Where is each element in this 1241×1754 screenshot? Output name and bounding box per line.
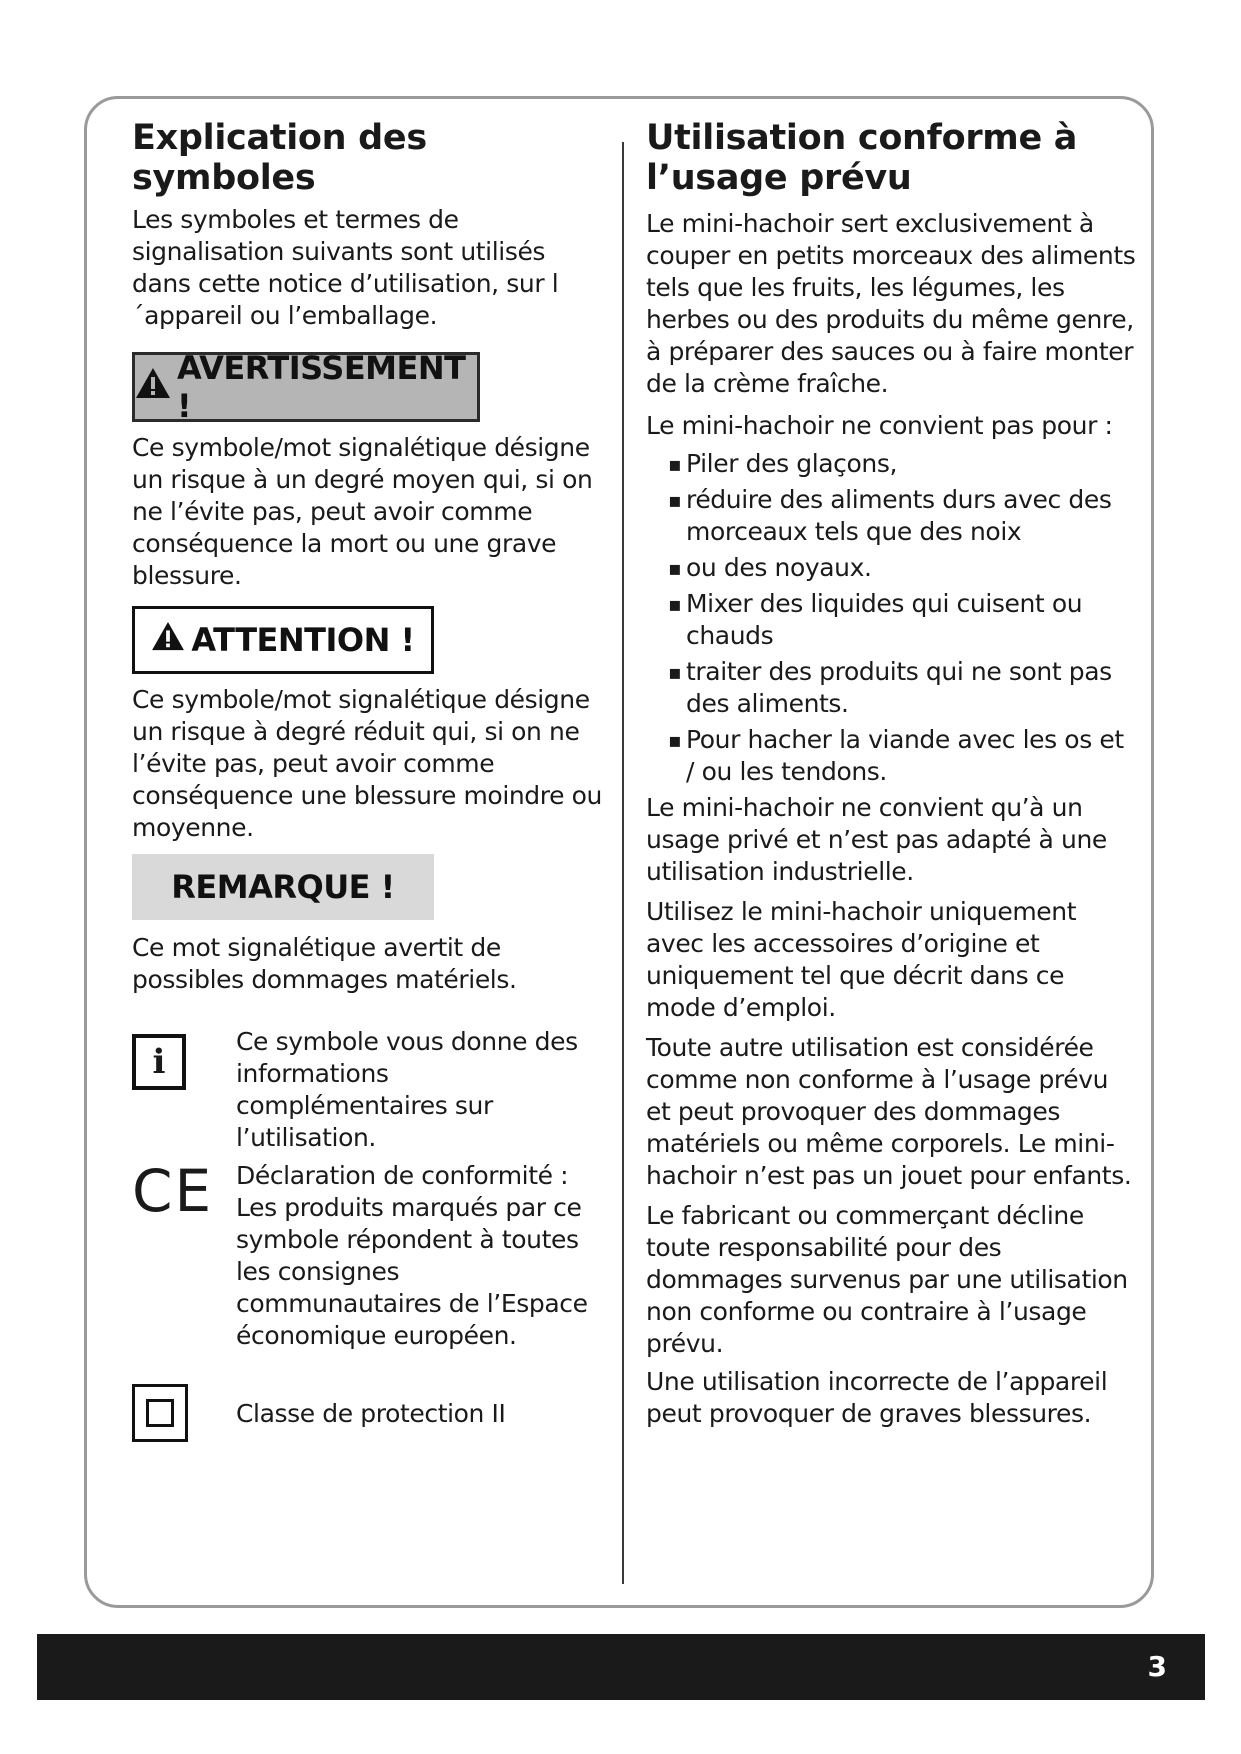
- attention-label: ATTENTION !: [191, 621, 415, 659]
- column-divider: [622, 142, 624, 1584]
- right-column: [646, 118, 1136, 1430]
- intended-use-paragraph: Le mini-hachoir sert exclusivement à couper en petits morceaux des aliments tels que les fruits, les légumes, les herbes ou des produits du même genre, à préparer des sauces ou à faire monter de la crème fraîche.: [646, 209, 1136, 398]
- misuse-paragraph: Toute autre utilisation est considérée comme non conforme à l’usage prévu et peut provoquer des dommages matériels ou même corporels. Le mini-hachoir n’est pas un jouet pour enfants.: [646, 1033, 1132, 1190]
- info-symbol-text: Ce symbole vous donne des informations complémentaires sur l’utilisation.: [236, 1027, 578, 1152]
- list-item: ▪ réduire des aliments durs avec des morceaux tels que des noix: [668, 485, 1112, 546]
- injury-warning-paragraph: Une utilisation incorrecte de l’appareil peut provoquer de graves blessures.: [646, 1367, 1108, 1428]
- protection-class-text: Classe de protection II: [236, 1399, 506, 1428]
- section-title-symbols: Explication des symboles: [132, 118, 427, 198]
- note-label: REMARQUE !: [171, 868, 395, 906]
- private-use-paragraph: Le mini-hachoir ne convient qu’à un usage privé et n’est pas adapté à une utilisation industrielle.: [646, 793, 1107, 886]
- warning-description: Ce symbole/mot signalétique désigne un risque à un degré moyen qui, si on ne l’évite pas, peut avoir comme conséquence la mort ou une grave blessure.: [132, 433, 593, 590]
- list-item: ▪ Mixer des liquides qui cuisent ou chauds: [668, 589, 1083, 650]
- list-item: ▪ traiter des produits qui ne sont pas des aliments.: [668, 657, 1112, 718]
- symbol-row-ce: [132, 1157, 602, 1352]
- attention-signal-box: [132, 606, 434, 674]
- note-description: Ce mot signalétique avertit de possibles dommages matériels.: [132, 933, 517, 994]
- section-title-intended-use: Utilisation conforme à l’usage prévu: [646, 118, 1078, 198]
- page-number: 3: [1147, 1650, 1167, 1683]
- page-footer: [37, 1634, 1205, 1700]
- warning-triangle-icon: [151, 621, 185, 659]
- liability-paragraph: Le fabricant ou commerçant décline toute responsabilité pour des dommages survenus par une utilisation non conforme ou contraire à l’usage prévu.: [646, 1201, 1128, 1358]
- symbol-row-protection-class: [132, 1374, 602, 1442]
- note-signal-box: [132, 854, 434, 920]
- warning-triangle-icon: [135, 367, 171, 407]
- accessories-paragraph: Utilisez le mini-hachoir uniquement avec les accessoires d’origine et uniquement tel que décrit dans ce mode d’emploi.: [646, 897, 1077, 1022]
- not-suitable-list: [646, 448, 1136, 788]
- symbols-intro: Les symboles et termes de signalisation suivants sont utilisés dans cette notice d’utilisation, sur l´appareil ou l’emballage.: [132, 205, 559, 330]
- warning-signal-box: [132, 349, 480, 425]
- info-icon: i: [132, 1034, 186, 1090]
- symbol-row-info: [132, 1026, 602, 1154]
- list-item: ▪ Pour hacher la viande avec les os et / ou les tendons.: [668, 725, 1124, 786]
- warning-label: AVERTISSEMENT !: [177, 349, 466, 425]
- not-suitable-intro: Le mini-hachoir ne convient pas pour :: [646, 411, 1113, 440]
- protection-class-2-icon: [132, 1384, 188, 1442]
- ce-symbol-text: Déclaration de conformité : Les produits marqués par ce symbole répondent à toutes les consignes communautaires de l’Espace économique européen.: [236, 1161, 588, 1350]
- ce-mark-icon: CE: [132, 1157, 214, 1225]
- list-item: ▪ ou des noyaux.: [668, 553, 872, 582]
- list-item: ▪ Piler des glaçons,: [668, 449, 898, 478]
- attention-description: Ce symbole/mot signalétique désigne un risque à degré réduit qui, si on ne l’évite pas, peut avoir comme conséquence une blessure moindre ou moyenne.: [132, 685, 602, 842]
- left-column: [132, 118, 602, 1442]
